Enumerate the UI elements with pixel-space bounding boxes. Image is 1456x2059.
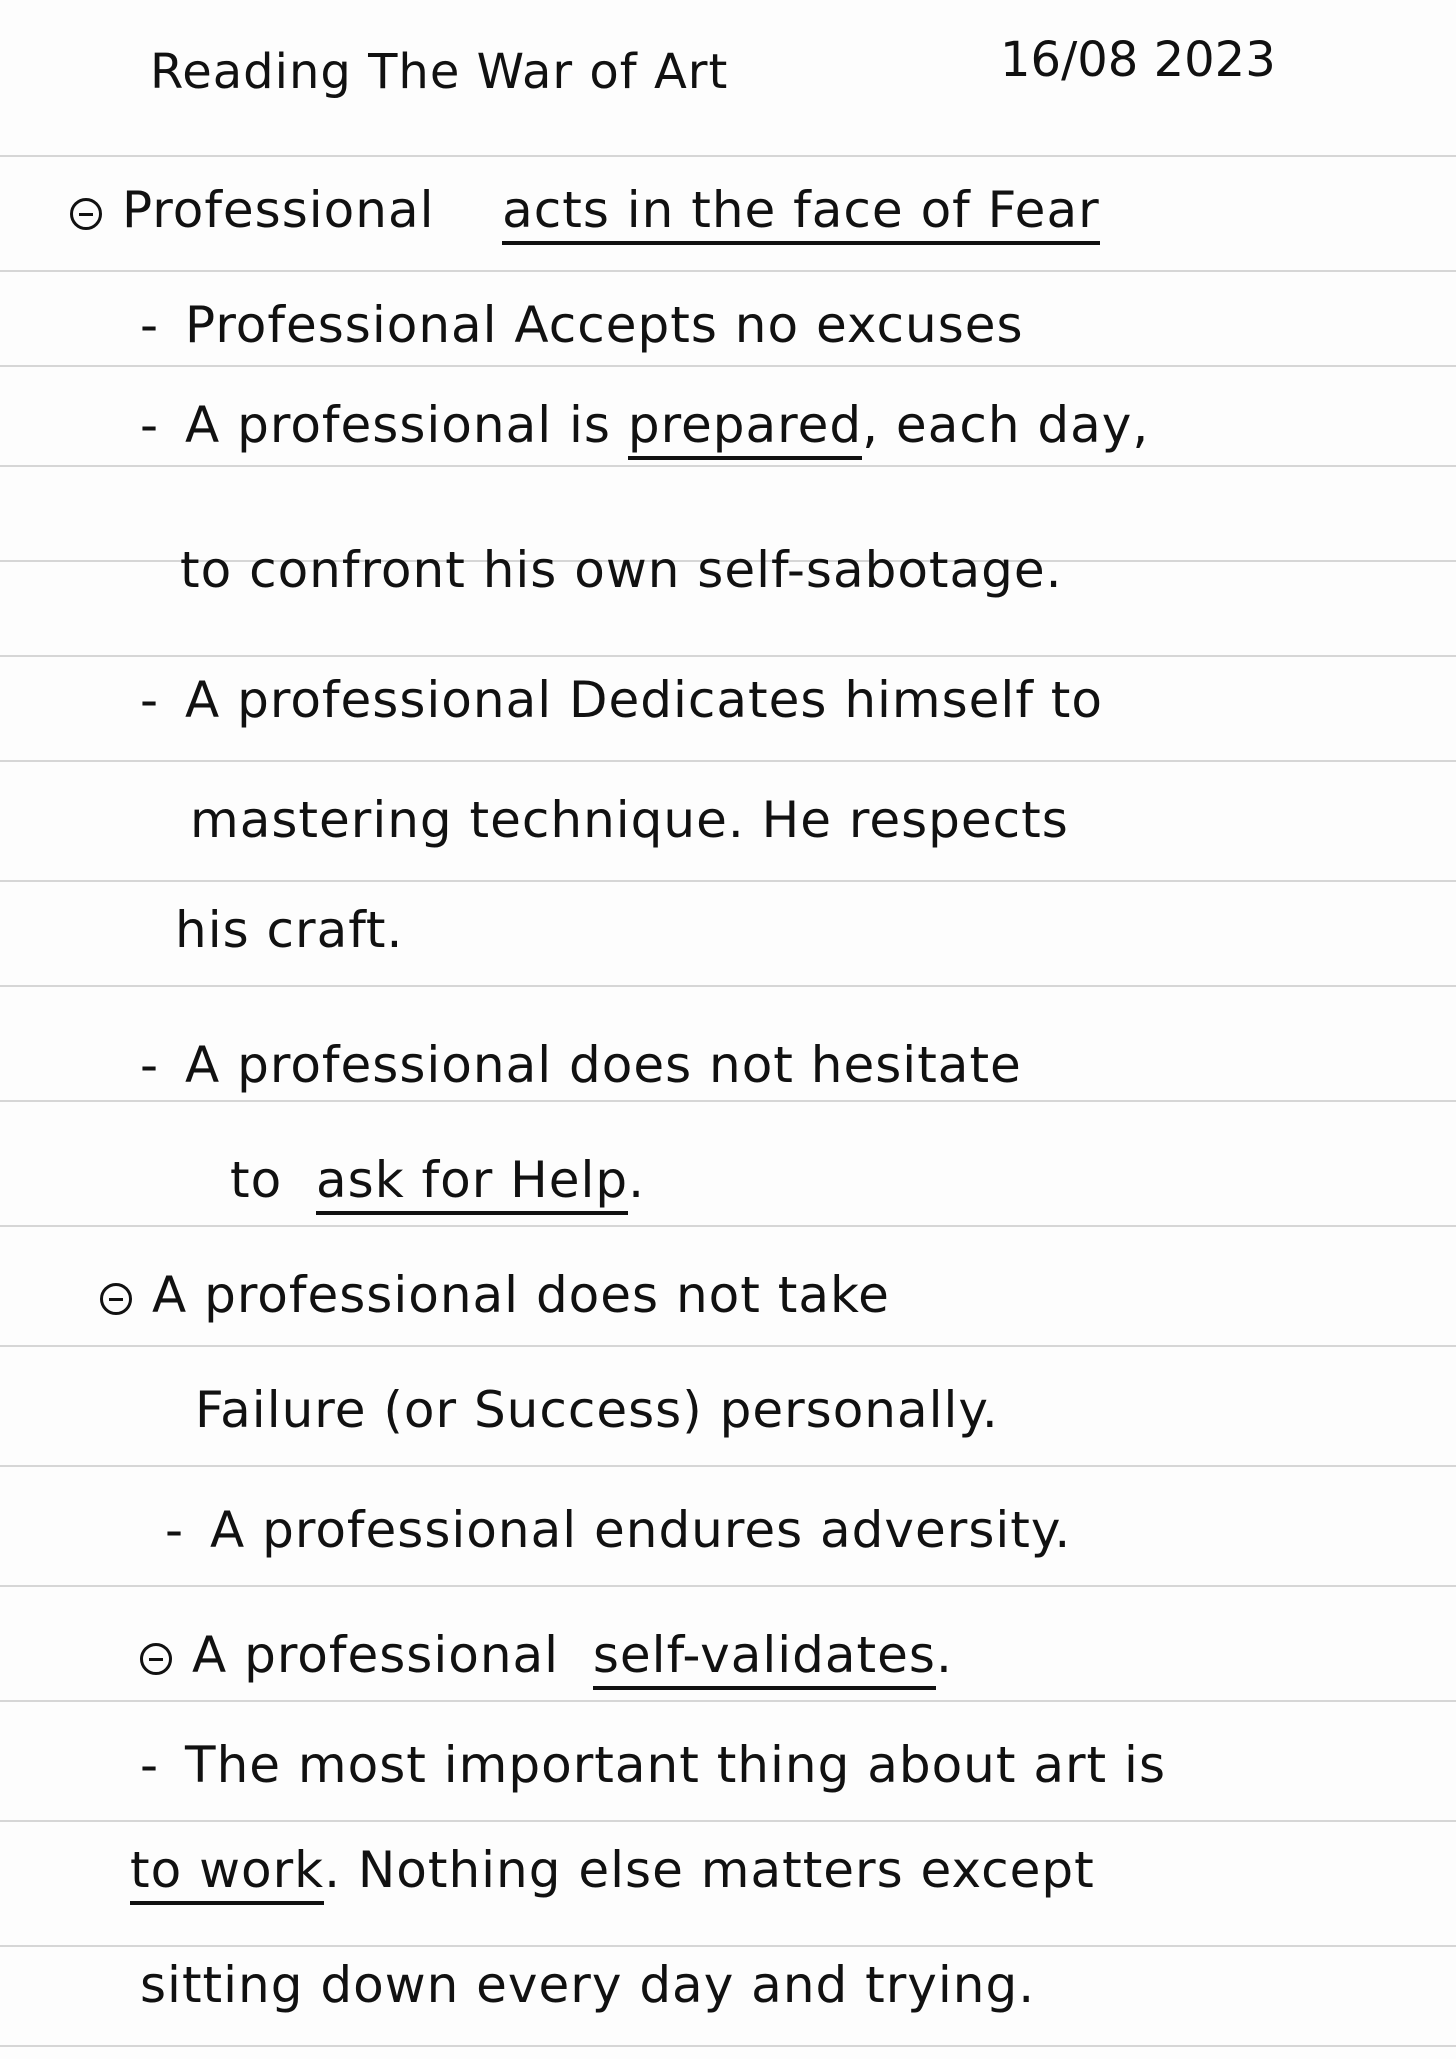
dash-bullet: - [140,1736,160,1794]
ruled-line [0,155,1456,157]
note-text: sitting down every day and trying. [140,1956,1036,2014]
note-text: Failure (or Success) personally. [195,1381,999,1439]
note-line-15 [130,1840,1095,1900]
page-date: 16/08 2023 [1000,32,1276,88]
underlined-text: prepared [628,396,862,460]
note-text: mastering technique. He respects [190,791,1069,849]
ruled-line [0,1585,1456,1587]
note-line-3 [140,395,1149,455]
ruled-line [0,2045,1456,2047]
ruled-line [0,1700,1456,1702]
circle-bullet-icon [140,1643,172,1675]
note-text: . [628,1151,646,1209]
ruled-line [0,270,1456,272]
ruled-line [0,1945,1456,1947]
note-line-8 [140,1035,1022,1095]
note-line-5 [140,670,1103,730]
ruled-line [0,1465,1456,1467]
note-text: A professional does not take [152,1266,890,1324]
note-text: to confront his own self-sabotage. [180,541,1063,599]
note-text: . Nothing else matters except [324,1841,1095,1899]
circle-bullet-icon [100,1283,132,1315]
note-line-9 [230,1150,645,1210]
ruled-line [0,880,1456,882]
note-text: A professional is [185,396,611,454]
ruled-line [0,1225,1456,1227]
ruled-line [0,1100,1456,1102]
dash-bullet: - [140,396,160,454]
dash-bullet: - [140,1036,160,1094]
note-line-7 [175,900,403,960]
ruled-line [0,1345,1456,1347]
underlined-text: ask for Help [316,1151,628,1215]
note-line-14 [140,1735,1166,1795]
note-text: A professional [192,1626,560,1684]
underlined-text: acts in the face of Fear [502,181,1100,245]
underlined-text: self-validates [593,1626,936,1690]
ruled-line [0,465,1456,467]
note-text: . [935,1626,953,1684]
note-line-1 [70,180,1100,240]
page-title: Reading The War of Art [150,44,729,100]
dash-bullet: - [165,1501,185,1559]
note-text: , each day, [862,396,1150,454]
ruled-line [0,1820,1456,1822]
note-line-16 [140,1955,1035,2015]
ruled-line [0,655,1456,657]
note-line-10 [100,1265,890,1325]
ruled-line [0,365,1456,367]
note-text: Professional [122,181,435,239]
note-text: his craft. [175,901,404,959]
note-text: A professional Dedicates himself to [185,671,1104,729]
dash-bullet: - [140,296,160,354]
note-line-12 [165,1500,1071,1560]
dash-bullet: - [140,671,160,729]
note-text: A professional endures adversity. [210,1501,1072,1559]
note-text: Professional Accepts no excuses [185,296,1024,354]
underlined-text: to work [130,1841,324,1905]
ruled-line [0,760,1456,762]
circle-bullet-icon [70,198,102,230]
note-text: The most important thing about art is [185,1736,1166,1794]
note-line-4 [180,540,1063,600]
note-line-6 [190,790,1069,850]
ruled-line [0,985,1456,987]
note-text: A professional does not hesitate [185,1036,1022,1094]
note-line-11 [195,1380,999,1440]
note-text: to [230,1151,283,1209]
note-line-13 [140,1625,953,1685]
note-line-2 [140,295,1024,355]
